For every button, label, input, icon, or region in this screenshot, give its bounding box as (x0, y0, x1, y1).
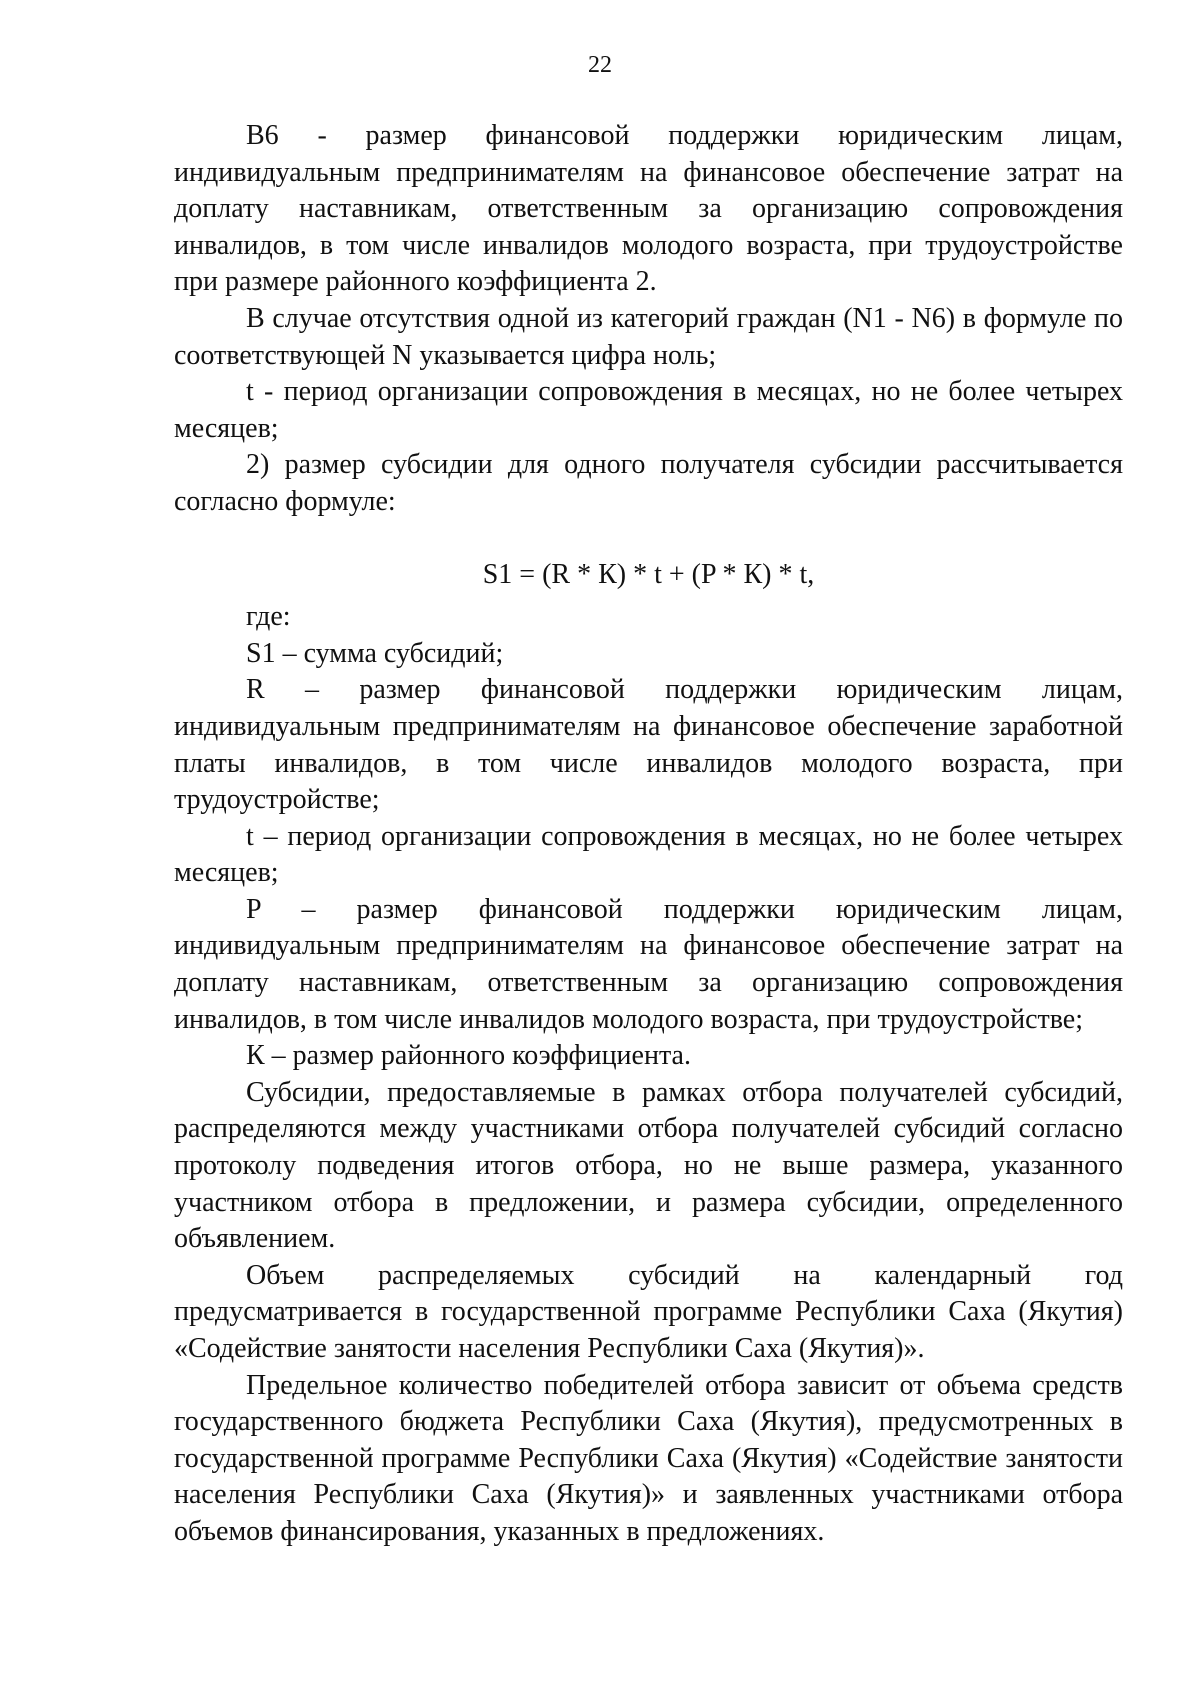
paragraph-k-definition: К – размер районного коэффициента. (246, 1040, 691, 1072)
paragraph-b6-definition: B6 - размер финансовой поддержки юридическим лицам, индивидуальным предпринимателям на финансовое обеспечение затрат на доплату наставникам, ответственным за организацию сопровождения инвалидов, в том числе инвалидов молодого возраста, при трудоустройстве при размере районного коэффициента 2. (174, 120, 1123, 298)
page-number: 22 (588, 52, 612, 78)
paragraph-r-definition: R – размер финансовой поддержки юридическим лицам, индивидуальным предпринимателям на финансовое обеспечение заработной платы инвалидов, в том числе инвалидов молодого возраста, при трудоустройстве; (174, 674, 1123, 816)
subsidy-formula: S1 = (R * К) * t + (P * К) * t, (482, 558, 815, 590)
paragraph-t-definition: t - период организации сопровождения в месяцах, но не более четырех месяцев; (174, 376, 1123, 444)
paragraph-s1-definition: S1 – сумма субсидий; (246, 637, 504, 669)
paragraph-item-2: 2) размер субсидии для одного получателя субсидии рассчитывается согласно формуле: (174, 449, 1123, 517)
paragraph-t-definition-2: t – период организации сопровождения в месяцах, но не более четырех месяцев; (174, 820, 1123, 889)
paragraph-winner-limit: Предельное количество победителей отбора зависит от объема средств государственного бюджета Республики Саха (Якутия), предусмотренных в государственной программе Республики Саха (Якутия) «Содействие занятости населения Республики Саха (Якутия)» и заявленных участниками отбора объемов финансирования, указанных в предложениях. (174, 1369, 1123, 1547)
document-body (174, 118, 1123, 1551)
paragraph-distribution: Субсидии, предоставляемые в рамках отбора получателей субсидий, распределяются между участниками отбора получателей субсидий согласно протоколу подведения итогов отбора, но не выше размера, указанного участником отбора в предложении, и размера субсидии, определенного объявлением. (174, 1076, 1123, 1255)
paragraph-volume: Объем распределяемых субсидий на календарный год предусматривается в государственной программе Республики Саха (Якутия) «Содействие занятости населения Республики Саха (Якутия)». (174, 1259, 1123, 1364)
paragraph-p-definition: P – размер финансовой поддержки юридическим лицам, индивидуальным предпринимателям на финансовое обеспечение затрат на доплату наставникам, ответственным за организацию сопровождения инвалидов, в том числе инвалидов молодого возраста, при трудоустройстве; (174, 893, 1123, 1035)
paragraph-where: где: (246, 601, 291, 633)
paragraph-absence-rule: В случае отсутствия одной из категорий граждан (N1 - N6) в формуле по соответствующей N указывается цифра ноль; (174, 302, 1123, 371)
